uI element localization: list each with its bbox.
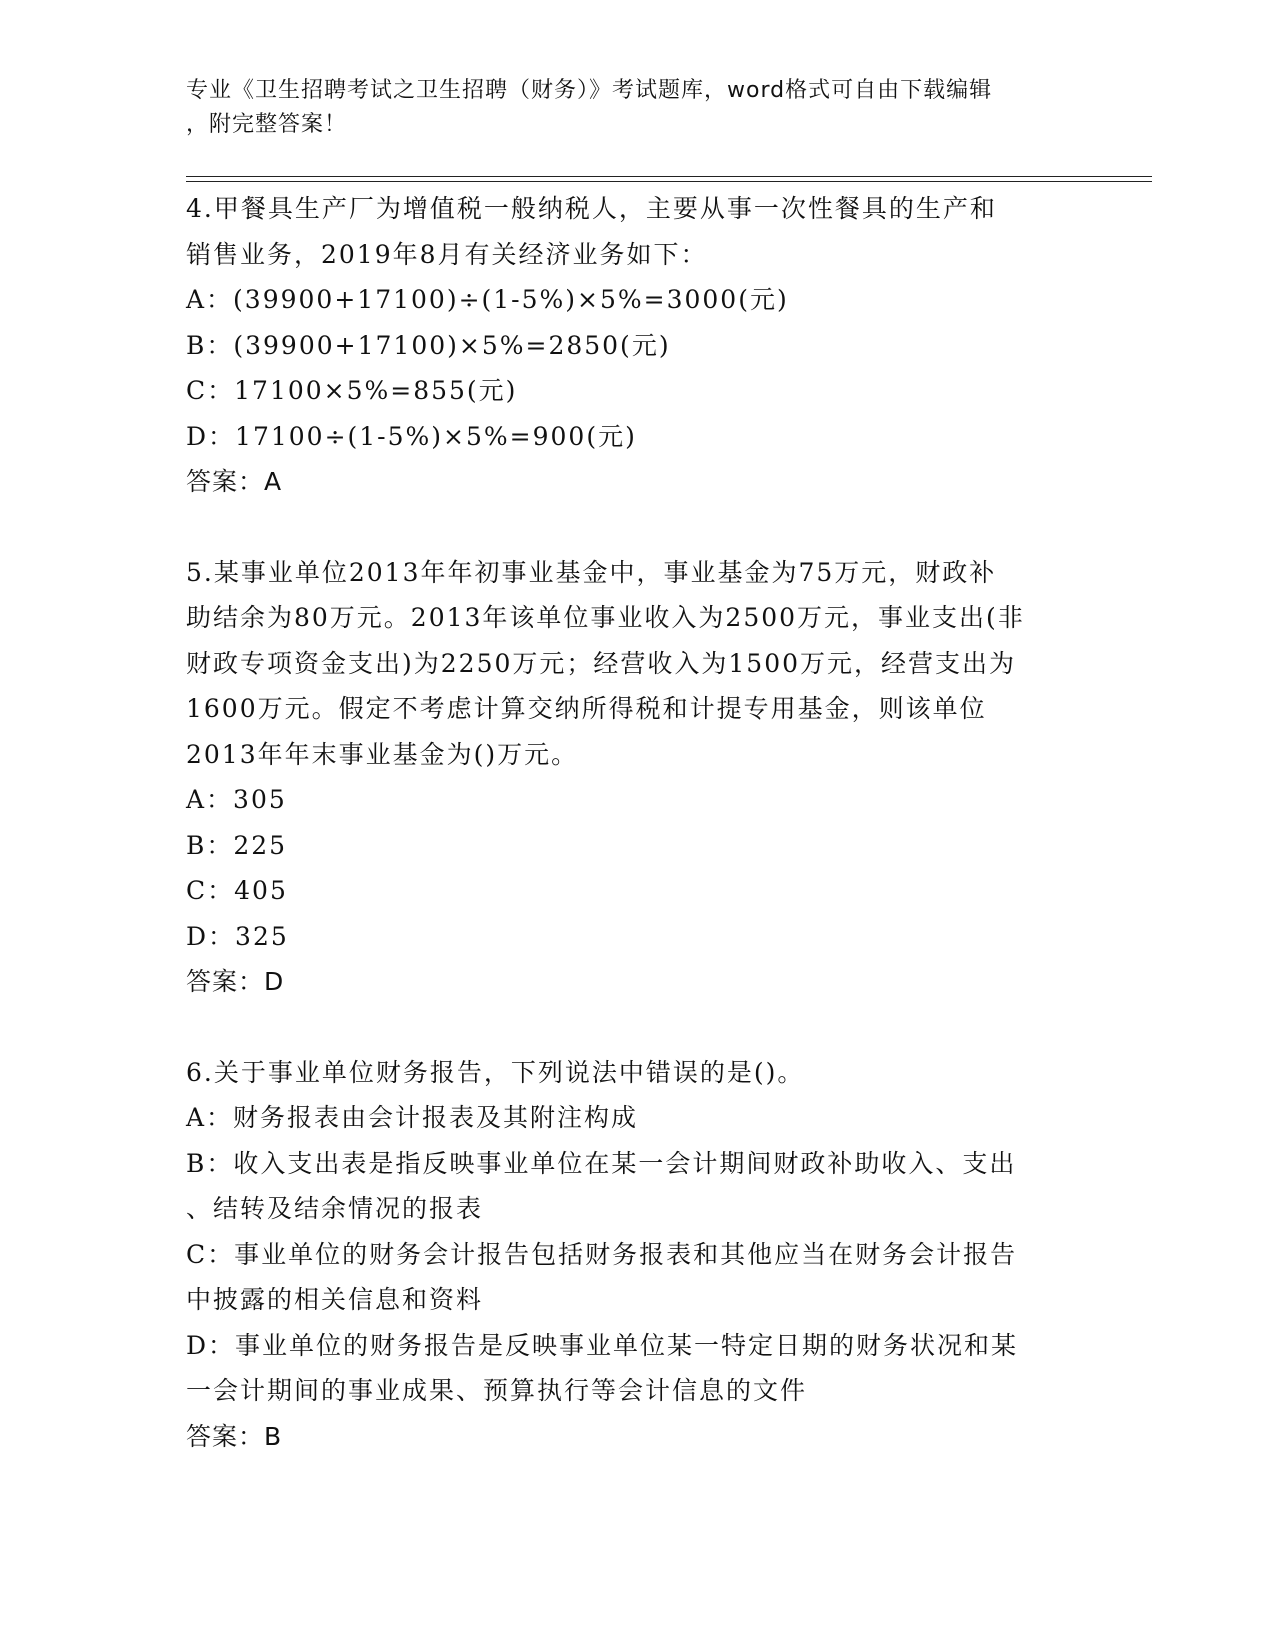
question-block: [186, 550, 1086, 1005]
option-d: D：325: [186, 921, 289, 951]
question-block: [186, 186, 1086, 505]
question-stem-line: 1600万元。假定不考虑计算交纳所得税和计提专用基金，则该单位: [186, 694, 987, 723]
question-stem-line: 5.某事业单位2013年年初事业基金中，事业基金为75万元，财政补: [186, 557, 997, 587]
question-stem-line: 财政专项资金支出)为2250万元；经营收入为1500万元，经营支出为: [186, 648, 1017, 678]
option-d: D：事业单位的财务报告是反映事业单位某一特定日期的财务状况和某: [186, 1330, 1019, 1360]
question-stem-line: 4.甲餐具生产厂为增值税一般纳税人，主要从事一次性餐具的生产和: [186, 194, 997, 223]
option-a: A：305: [186, 785, 287, 814]
answer-line: 答案：A: [186, 467, 283, 496]
option-d: D：17100÷(1-5%)×5%=900(元): [186, 421, 637, 451]
answer-line: 答案：B: [186, 1421, 283, 1451]
header-divider: [186, 176, 1152, 177]
header-line: ，附完整答案！: [186, 112, 348, 137]
option-c: C：事业单位的财务会计报告包括财务报表和其他应当在财务会计报告: [186, 1239, 1018, 1269]
option-c-continued: 中披露的相关信息和资料: [186, 1285, 484, 1314]
option-a: A：(39900+17100)÷(1-5%)×5%=3000(元): [186, 285, 789, 314]
header-divider: [186, 181, 1152, 182]
question-block: [186, 1050, 1086, 1460]
question-list: [186, 186, 1086, 1504]
question-stem-line: 2013年年末事业基金为()万元。: [186, 739, 579, 769]
option-b: B：收入支出表是指反映事业单位在某一会计期间财政补助收入、支出: [186, 1148, 1017, 1178]
option-c: C：17100×5%=855(元): [186, 376, 518, 405]
header-line: 专业《卫生招聘考试之卫生招聘（财务）》考试题库，word格式可自由下载编辑: [186, 78, 993, 103]
option-b-continued: 、结转及结余情况的报表: [186, 1194, 484, 1223]
option-c: C：405: [186, 876, 288, 905]
option-b: B：(39900+17100)×5%=2850(元): [186, 330, 671, 360]
option-b: B：225: [186, 830, 288, 860]
answer-line: 答案：D: [186, 967, 285, 996]
question-stem-line: 6.关于事业单位财务报告，下列说法中错误的是()。: [186, 1057, 805, 1087]
question-stem-line: 销售业务，2019年8月有关经济业务如下：: [186, 239, 708, 269]
document-header: [186, 74, 1066, 142]
option-a: A：财务报表由会计报表及其附注构成: [186, 1103, 639, 1132]
option-d-continued: 一会计期间的事业成果、预算执行等会计信息的文件: [186, 1376, 808, 1405]
question-stem-line: 助结余为80万元。2013年该单位事业收入为2500万元，事业支出(非: [186, 603, 1025, 632]
